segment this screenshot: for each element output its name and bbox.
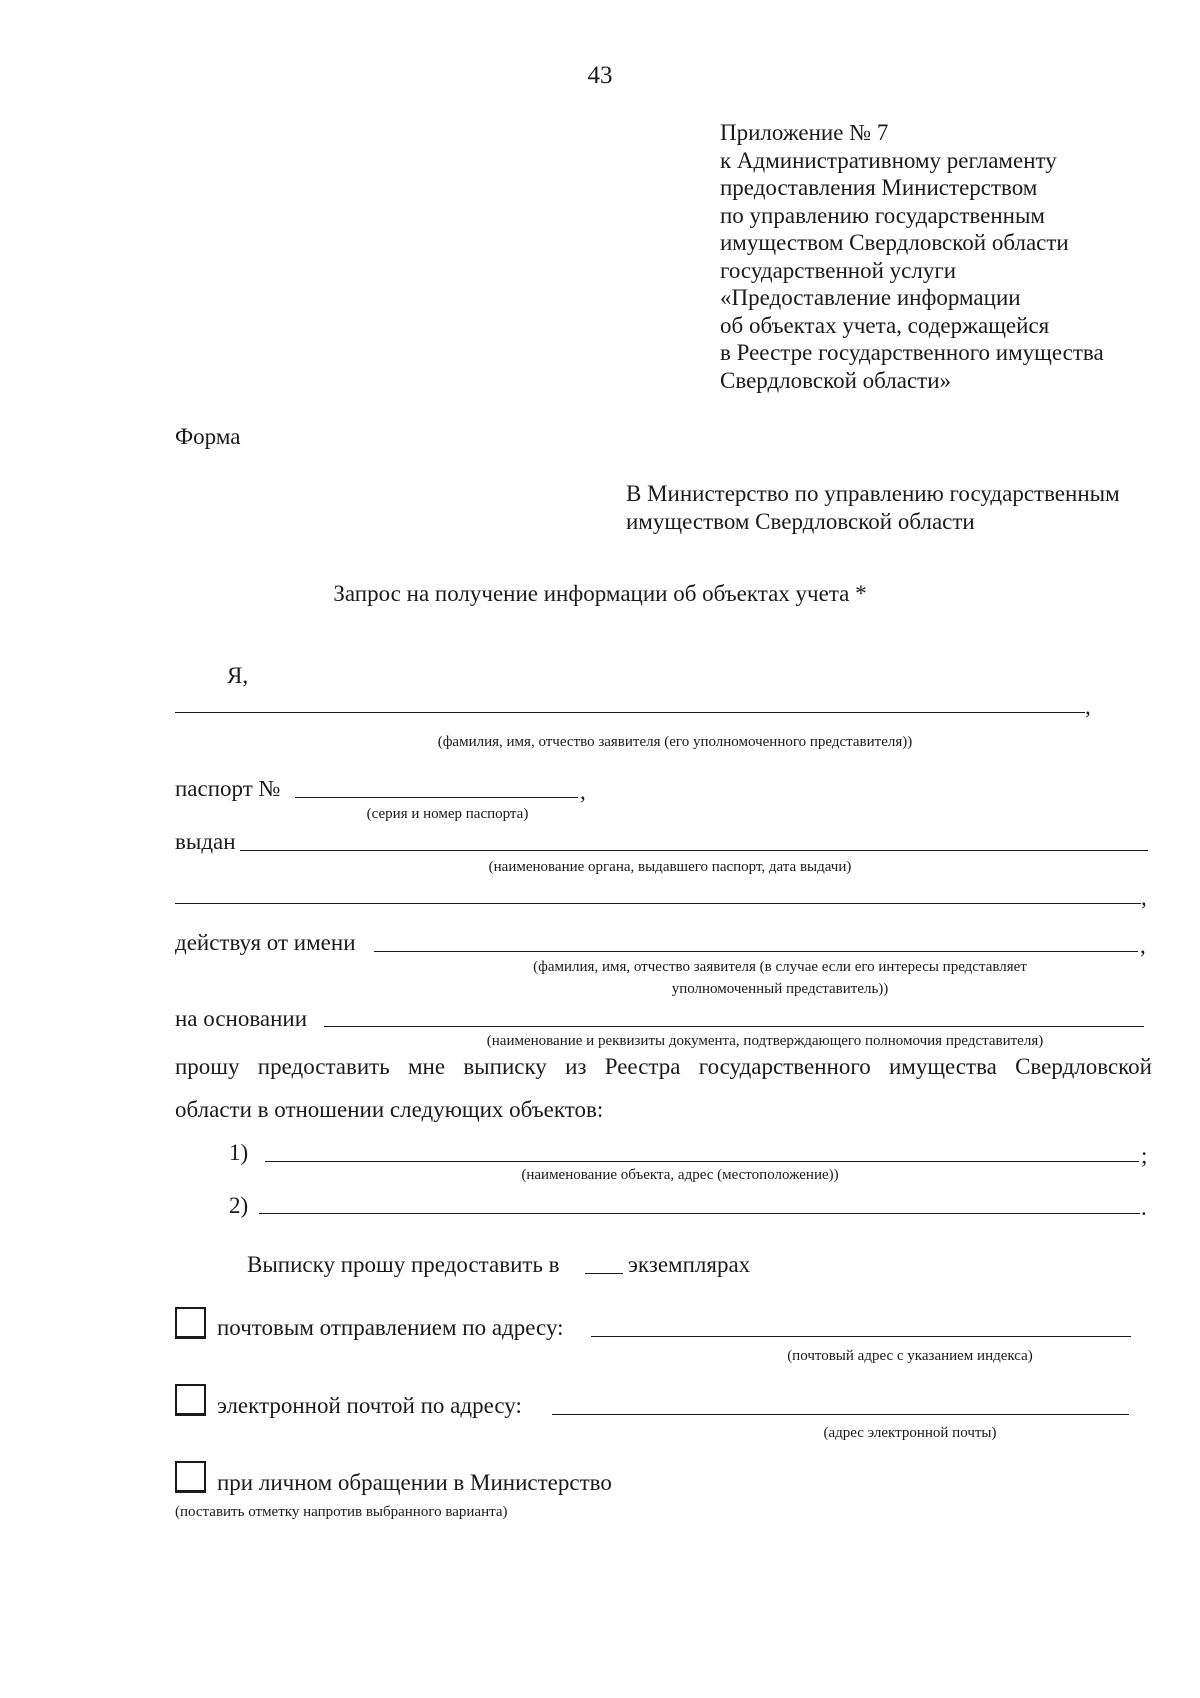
issued-hint: (наименование органа, выдавшего паспорт, дата выдачи) — [488, 859, 852, 875]
addressee-line-2: имуществом Свердловской области — [626, 509, 975, 534]
appendix-header — [720, 119, 1180, 394]
basis-hint: (наименование и реквизиты документа, подтверждающего полномочия представителя) — [486, 1033, 1044, 1049]
object-2-end: . — [1141, 1195, 1147, 1220]
addressee-line-1: В Министерство по управлению государственным — [626, 481, 1120, 506]
passport-number-field[interactable] — [295, 797, 578, 798]
addressee — [626, 480, 1186, 536]
passport-hint: (серия и номер паспорта) — [366, 806, 529, 822]
appendix-line: об объектах учета, содержащейся — [720, 312, 1050, 338]
email-checkbox[interactable] — [175, 1384, 206, 1416]
postal-label: почтовым отправлением по адресу: — [217, 1315, 564, 1340]
issued-label: выдан — [175, 829, 236, 854]
postal-address-field[interactable] — [591, 1336, 1131, 1337]
form-label: Форма — [175, 424, 241, 449]
acting-line-end: , — [1140, 933, 1146, 958]
issued-continuation-field[interactable] — [175, 903, 1141, 904]
acting-label: действуя от имени — [175, 930, 356, 955]
basis-label: на основании — [175, 1006, 308, 1031]
request-line-2: области в отношении следующих объектов: — [175, 1097, 604, 1122]
objects-hint: (наименование объекта, адрес (местоположение)) — [521, 1167, 839, 1183]
appendix-line: по управлению государственным — [720, 202, 1045, 228]
email-address-field[interactable] — [552, 1414, 1129, 1415]
acting-hint-line-1: (фамилия, имя, отчество заявителя (в случае если его интересы представляет — [533, 959, 1027, 975]
applicant-line-end: , — [1085, 694, 1091, 719]
personal-label: при личном обращении в Министерство — [217, 1470, 612, 1495]
appendix-line: предоставления Министерством — [720, 175, 1038, 200]
appendix-line: «Предоставление информации — [720, 285, 1021, 310]
object-1-end: ; — [1141, 1143, 1148, 1168]
copies-count-field[interactable] — [585, 1273, 623, 1274]
document-title: Запрос на получение информации об объектах учета * — [333, 581, 867, 606]
copies-label-before: Выписку прошу предоставить в — [247, 1252, 560, 1277]
appendix-line: имуществом Свердловской области — [720, 230, 1069, 255]
appendix-line: государственной услуги — [720, 257, 957, 283]
copies-label-after: экземплярах — [628, 1252, 751, 1277]
email-hint: (адрес электронной почты) — [823, 1425, 997, 1441]
acting-on-behalf-field[interactable] — [374, 951, 1138, 952]
object-1-number: 1) — [229, 1140, 249, 1165]
passport-label: паспорт № — [175, 776, 281, 801]
appendix-line: в Реестре государственного имущества — [720, 340, 1104, 365]
object-2-number: 2) — [229, 1193, 249, 1218]
postal-checkbox[interactable] — [175, 1307, 206, 1339]
email-label: электронной почтой по адресу: — [217, 1393, 522, 1418]
applicant-lead: Я, — [227, 663, 249, 688]
request-line-1: прошу предоставить мне выписку из Реестра государственного имущества Свердловской — [175, 1054, 1152, 1079]
basis-document-field[interactable] — [324, 1026, 1144, 1027]
personal-checkbox[interactable] — [175, 1461, 206, 1493]
object-1-field[interactable] — [265, 1161, 1139, 1162]
acting-hint-line-2: уполномоченный представитель)) — [671, 981, 889, 997]
applicant-name-field[interactable] — [175, 712, 1085, 713]
selection-note: (поставить отметку напротив выбранного варианта) — [175, 1504, 508, 1520]
object-2-field[interactable] — [259, 1213, 1140, 1214]
appendix-line: Свердловской области» — [720, 367, 952, 393]
issued-line-end: , — [1141, 885, 1147, 910]
passport-line-end: , — [580, 779, 586, 804]
postal-hint: (почтовый адрес с указанием индекса) — [787, 1348, 1033, 1364]
issued-by-field[interactable] — [240, 850, 1148, 851]
appendix-line: Приложение № 7 — [720, 120, 889, 145]
page-number: 43 — [587, 62, 613, 89]
applicant-hint: (фамилия, имя, отчество заявителя (его уполномоченного представителя)) — [437, 734, 913, 750]
appendix-line: к Административному регламенту — [720, 147, 1057, 173]
